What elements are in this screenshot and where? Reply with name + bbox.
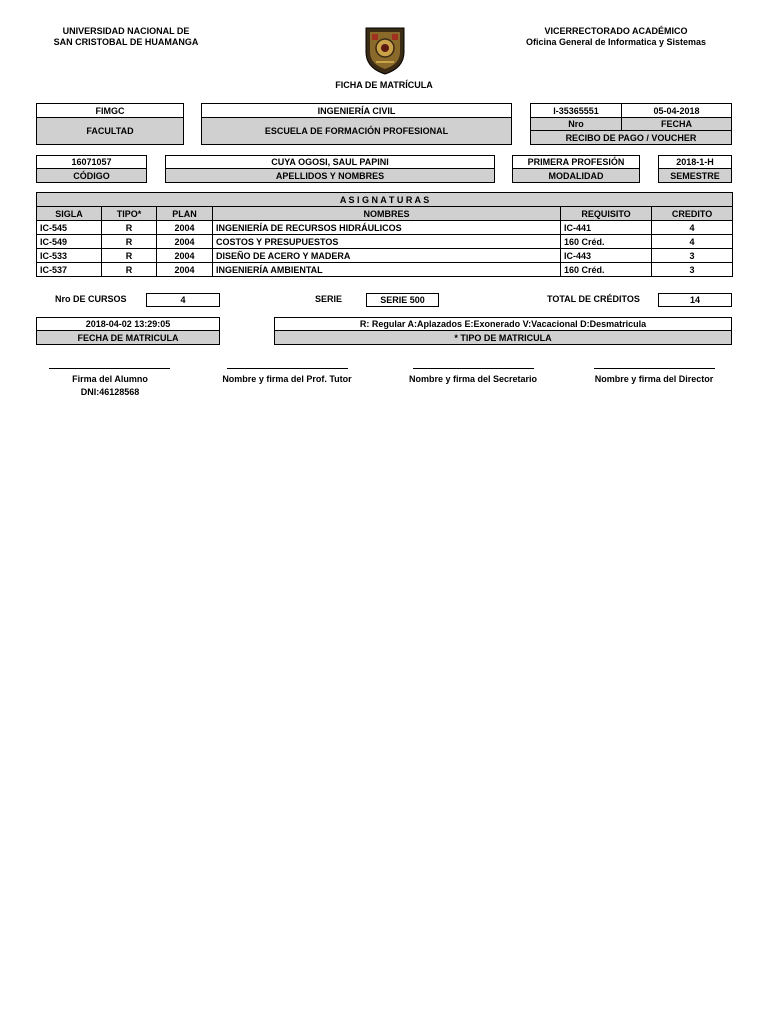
total-credits-label: TOTAL DE CRÉDITOS [547, 294, 640, 304]
course-name: INGENIERÍA AMBIENTAL [213, 263, 561, 277]
student-code-label: CÓDIGO [36, 168, 147, 183]
header-tipo: TIPO* [102, 207, 157, 221]
school-label: ESCUELA DE FORMACIÓN PROFESIONAL [201, 117, 512, 145]
document-title: FICHA DE MATRÍCULA [335, 80, 433, 90]
school-value: INGENIERÍA CIVIL [201, 103, 512, 118]
office-name-line1: VICERRECTORADO ACADÉMICO [544, 26, 688, 36]
semester-value: 2018-1-H [658, 155, 732, 169]
receipt-number: I-35365551 [530, 103, 622, 118]
course-code: IC-537 [37, 263, 102, 277]
university-name-line1: UNIVERSIDAD NACIONAL DE [62, 26, 190, 36]
receipt-number-label: Nro [530, 117, 622, 131]
student-name-label: APELLIDOS Y NOMBRES [165, 168, 495, 183]
director-signature-label: Nombre y firma del Director [594, 374, 714, 384]
receipt-date-label: FECHA [621, 117, 732, 131]
course-credits: 3 [652, 263, 733, 277]
course-type: R [102, 263, 157, 277]
student-signature-label: Firma del Alumno [72, 374, 148, 384]
faculty-label: FACULTAD [36, 117, 184, 145]
university-name-line2: SAN CRISTOBAL DE HUAMANGA [53, 37, 199, 47]
course-plan: 2004 [157, 221, 213, 235]
courses-count-label: Nro DE CURSOS [55, 294, 127, 304]
header-requisito: REQUISITO [561, 207, 652, 221]
course-code: IC-545 [37, 221, 102, 235]
receipt-label: RECIBO DE PAGO / VOUCHER [530, 130, 732, 145]
course-credits: 4 [652, 235, 733, 249]
course-code: IC-533 [37, 249, 102, 263]
total-credits-value: 14 [658, 293, 732, 307]
tutor-signature-line [227, 368, 348, 369]
table-row [37, 263, 733, 277]
courses-count-value: 4 [146, 293, 220, 307]
modality-label: MODALIDAD [512, 168, 640, 183]
office-name-line2: Oficina General de Informatica y Sistemas [525, 37, 707, 47]
secretary-signature-label: Nombre y firma del Secretario [408, 374, 538, 384]
enrollment-types: R: Regular A:Aplazados E:Exonerado V:Vacacional D:Desmatricula [274, 317, 732, 331]
course-name: DISEÑO DE ACERO Y MADERA [213, 249, 561, 263]
enrollment-type-label: * TIPO DE MATRICULA [274, 330, 732, 345]
student-signature-line [49, 368, 170, 369]
course-credits: 3 [652, 249, 733, 263]
serie-value: SERIE 500 [366, 293, 439, 307]
header-plan: PLAN [157, 207, 213, 221]
faculty-value: FIMGC [36, 103, 184, 118]
header-sigla: SIGLA [37, 207, 102, 221]
course-plan: 2004 [157, 235, 213, 249]
serie-label: SERIE [315, 294, 343, 304]
course-requirement: 160 Créd. [561, 235, 652, 249]
university-crest-logo [362, 24, 408, 76]
courses-table [36, 192, 733, 277]
receipt-date: 05-04-2018 [621, 103, 732, 118]
student-dni: DNI:46128568 [80, 387, 140, 397]
header-nombres: NOMBRES [213, 207, 561, 221]
course-code: IC-549 [37, 235, 102, 249]
student-code: 16071057 [36, 155, 147, 169]
course-type: R [102, 235, 157, 249]
secretary-signature-line [413, 368, 534, 369]
course-credits: 4 [652, 221, 733, 235]
courses-title: A S I G N A T U R A S [37, 193, 733, 207]
course-plan: 2004 [157, 263, 213, 277]
course-type: R [102, 221, 157, 235]
table-row [37, 249, 733, 263]
course-plan: 2004 [157, 249, 213, 263]
student-name: CUYA OGOSI, SAUL PAPINI [165, 155, 495, 169]
tutor-signature-label: Nombre y firma del Prof. Tutor [222, 374, 352, 384]
header-credito: CREDITO [652, 207, 733, 221]
table-row [37, 221, 733, 235]
course-name: COSTOS Y PRESUPUESTOS [213, 235, 561, 249]
director-signature-line [594, 368, 715, 369]
semester-label: SEMESTRE [658, 168, 732, 183]
enrollment-date-label: FECHA DE MATRICULA [36, 330, 220, 345]
course-requirement: 160 Créd. [561, 263, 652, 277]
modality-value: PRIMERA PROFESIÓN [512, 155, 640, 169]
course-type: R [102, 249, 157, 263]
enrollment-date: 2018-04-02 13:29:05 [36, 317, 220, 331]
course-name: INGENIERÍA DE RECURSOS HIDRÁULICOS [213, 221, 561, 235]
table-row [37, 235, 733, 249]
course-requirement: IC-443 [561, 249, 652, 263]
course-requirement: IC-441 [561, 221, 652, 235]
